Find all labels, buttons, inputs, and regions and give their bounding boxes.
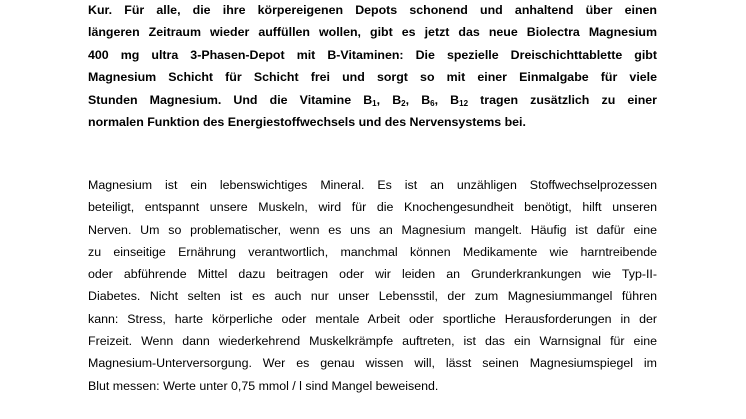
vitamin-letter: B [450, 92, 460, 107]
body-line: oder abführende Mittel dazu beitragen oder wir leiden an Grunderkrankungen wie Typ-II- [88, 267, 657, 282]
vitamin-letter: B [392, 92, 402, 107]
lead-line: 400 mg ultra 3-Phasen-Depot mit B-Vitaminen: Die spezielle Dreischichttablette gibt [88, 47, 657, 62]
separator: , [376, 92, 393, 107]
lead-paragraph [88, 0, 657, 133]
lead-line: Kur. Für alle, die ihre körpereigenen Depots schonend und anhaltend über einen [88, 3, 657, 17]
body-line: Magnesium ist ein lebenswichtiges Mineral. Es ist an unzähligen Stoffwechselprozessen [88, 178, 657, 192]
lead-line-vitamins [88, 89, 657, 111]
lead-text: Stunden Magnesium. Und die Vitamine B [88, 92, 373, 107]
subscript: 2 [401, 98, 406, 108]
body-line: Nerven. Um so problematischer, wenn es uns an Magnesium mangelt. Häufig ist dafür eine [88, 222, 657, 237]
subscript: 1 [372, 98, 377, 108]
subscript: 12 [459, 98, 469, 108]
lead-line: Magnesium Schicht für Schicht frei und sorgt so mit einer Einmalgabe für viele [88, 70, 657, 85]
lead-line: längeren Zeitraum wieder auffüllen wollen, gibt es jetzt das neue Biolectra Magnesium [88, 25, 657, 40]
subscript: 6 [430, 98, 435, 108]
body-line: Blut messen: Werte unter 0,75 mmol / l sind Mangel beweisend. [88, 378, 439, 393]
body-line: Magnesium-Unterversorgung. Wer es genau wissen will, lässt seinen Magnesiumspiegel im [88, 356, 657, 371]
body-line: zu einseitige Ernährung verantwortlich, manchmal können Medikamente wie harntreibende [88, 244, 657, 259]
lead-text: tragen zusätzlich zu einer [468, 92, 658, 107]
lead-line: normalen Funktion des Energiestoffwechsels und des Nervensystems bei. [88, 115, 526, 130]
body-line: kann: Stress, harte körperliche oder mentale Arbeit oder sportliche Herausforderungen in der [88, 311, 657, 326]
body-line: Freizeit. Wenn dann wiederkehrend Muskelkrämpfe auftreten, ist das ein Warnsignal für eine [88, 334, 657, 349]
vitamin-letter: B [421, 92, 431, 107]
body-line: Diabetes. Nicht selten ist es auch nur unser Lebensstil, der zum Magnesiummangel führen [88, 289, 657, 304]
body-line: beteiligt, entspannt unsere Muskeln, wird für die Knochengesundheit benötigt, hilft unseren [88, 200, 657, 215]
separator: , [434, 92, 451, 107]
body-paragraph [88, 174, 657, 397]
separator: , [405, 92, 422, 107]
